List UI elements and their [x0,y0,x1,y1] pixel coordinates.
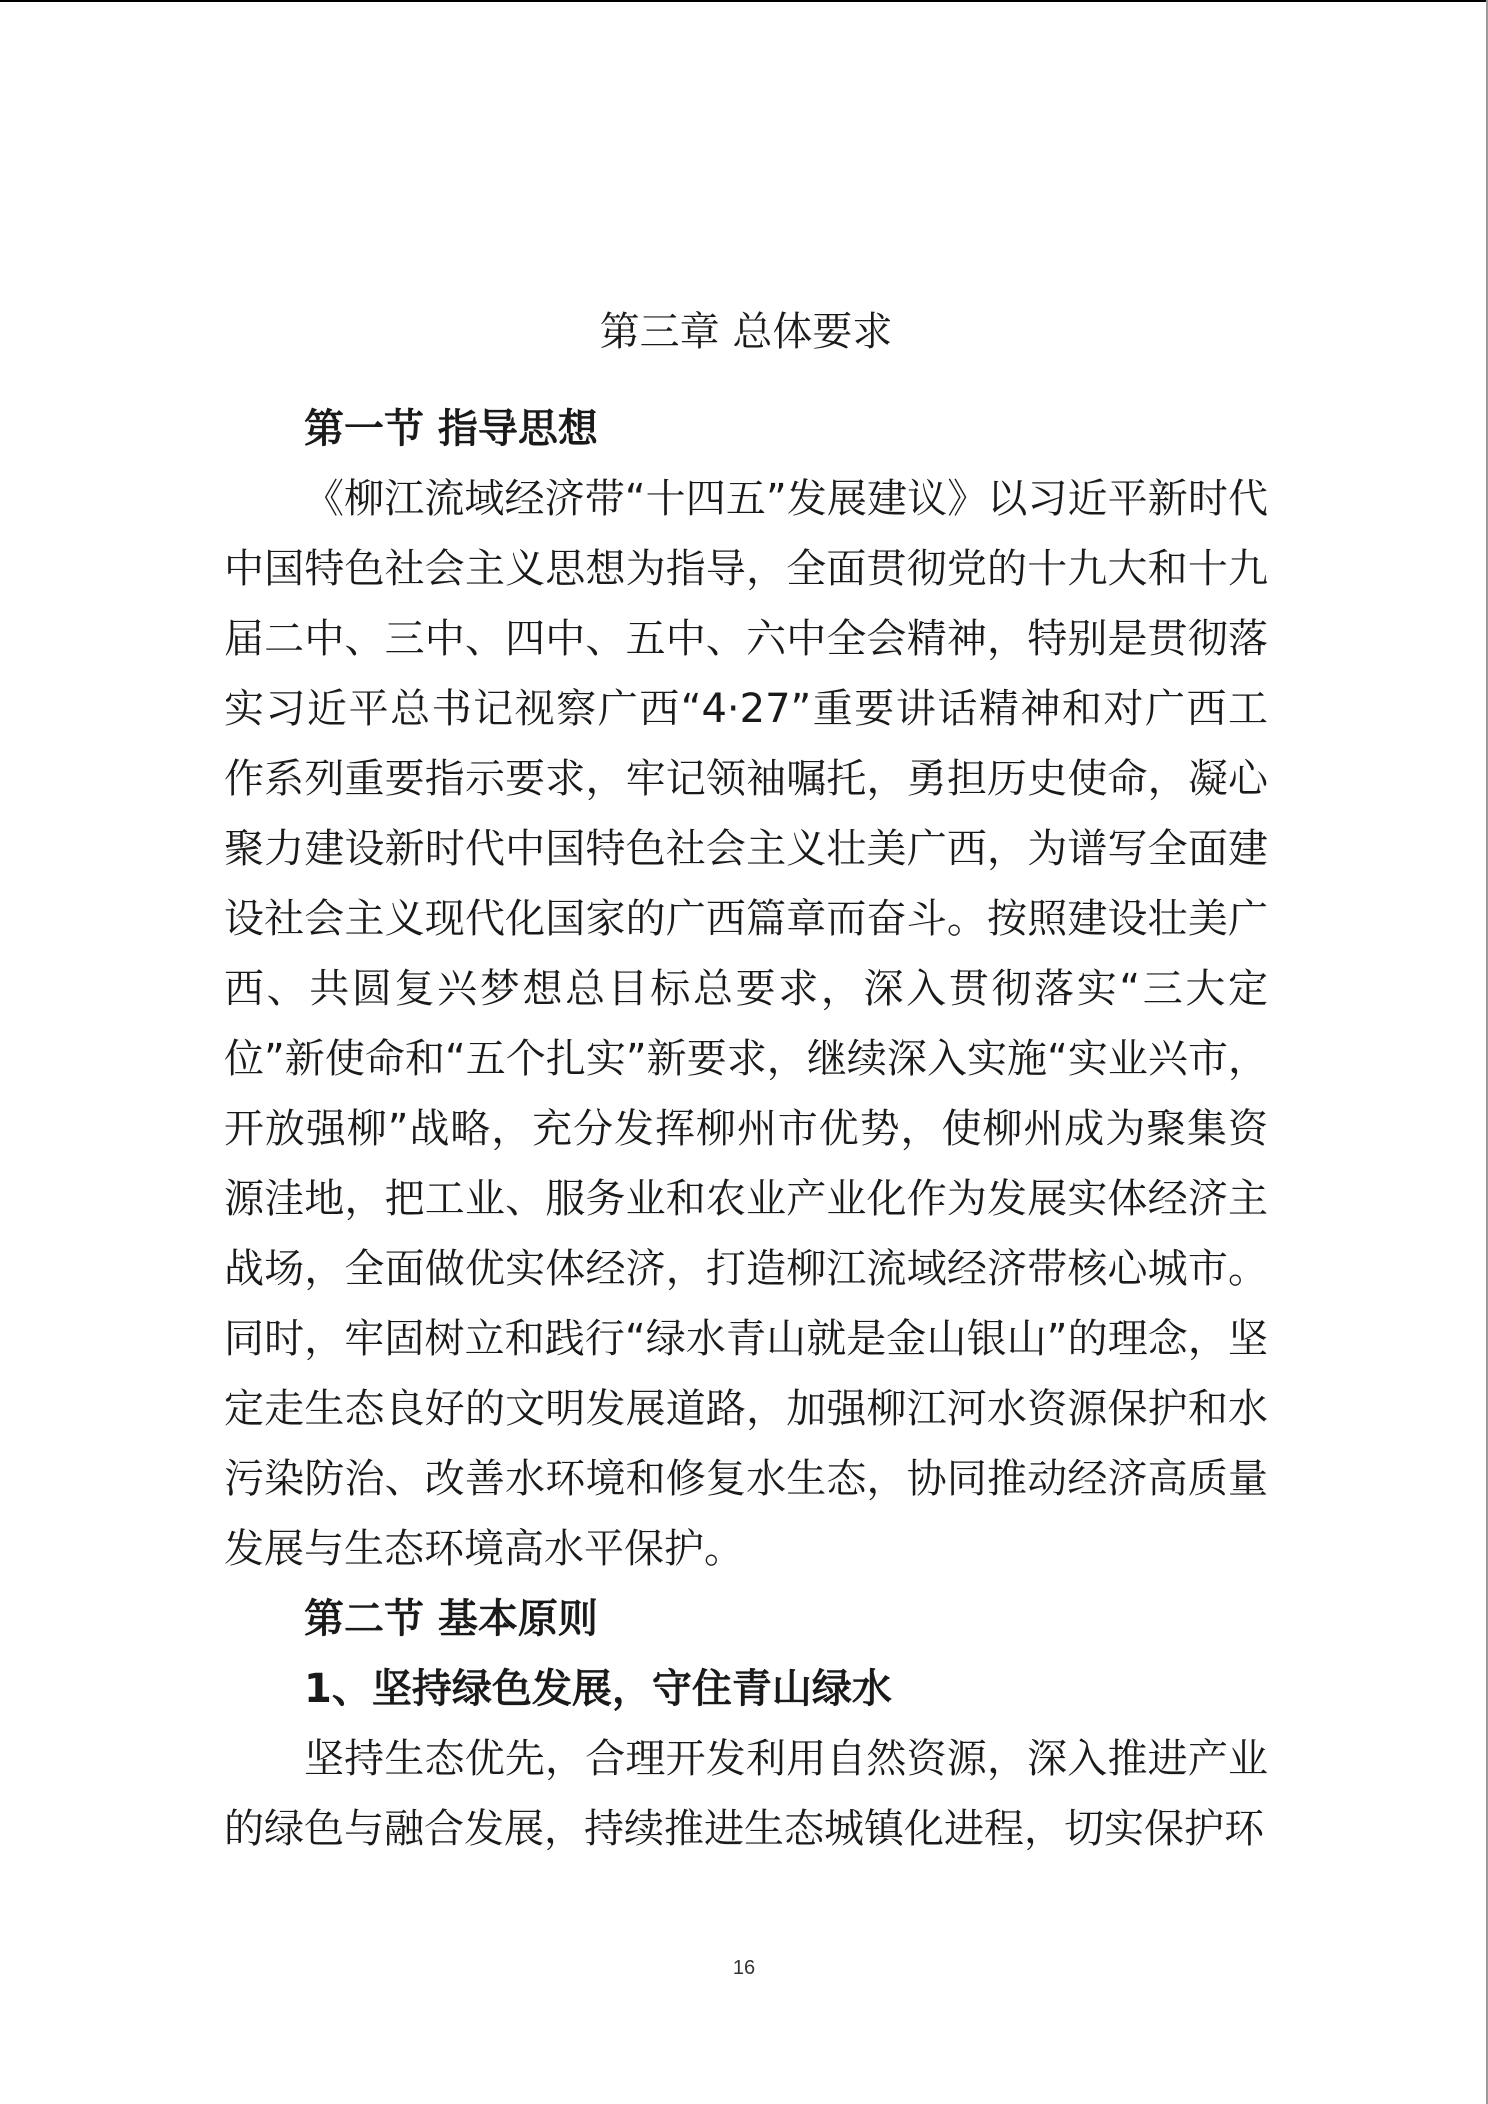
chapter-title: 第三章 总体要求 [599,309,893,355]
section-title-basic-principles: 第二节 基本原则 [304,1596,598,1642]
document-page [224,296,1268,1864]
section-title-guiding-ideology: 第一节 指导思想 [304,406,598,452]
top-border-line [0,0,1488,2]
principle-title-green-development: 1、坚持绿色发展，守住青山绿水 [304,1666,892,1712]
paragraph-green-development: 坚持生态优先，合理开发利用自然资源，深入推进产业的绿色与融合发展，持续推进生态城镇化进程，切实保护环 [224,1736,1268,1852]
page-number: 16 [732,1957,756,1979]
paragraph-guiding-ideology: 《柳江流域经济带“十四五”发展建议》以习近平新时代中国特色社会主义思想为指导，全面贯彻党的十九大和十九届二中、三中、四中、五中、六中全会精神，特别是贯彻落实习近平总书记视察广西“4·27”重要讲话精神和对广西工作系列重要指示要求，牢记领袖嘱托，勇担历史使命，凝心聚力建设新时代中国特色社会主义壮美广西，为谱写全面建设社会主义现代化国家的广西篇章而奋斗。按照建设壮美广西、共圆复兴梦想总目标总要求，深入贯彻落实“三大定位”新使命和“五个扎实”新要求，继续深入实施“实业兴市，开放强柳”战略，充分发挥柳州市优势，使柳州成为聚集资源洼地，把工业、服务业和农业产业化作为发展实体经济主战场，全面做优实体经济，打造柳江流域经济带核心城市。同时，牢固树立和践行“绿水青山就是金山银山”的理念，坚定走生态良好的文明发展道路，加强柳江河水资源保护和水污染防治、改善水环境和修复水生态，协同推动经济高质量发展与生态环境高水平保护。 [224,476,1268,1572]
